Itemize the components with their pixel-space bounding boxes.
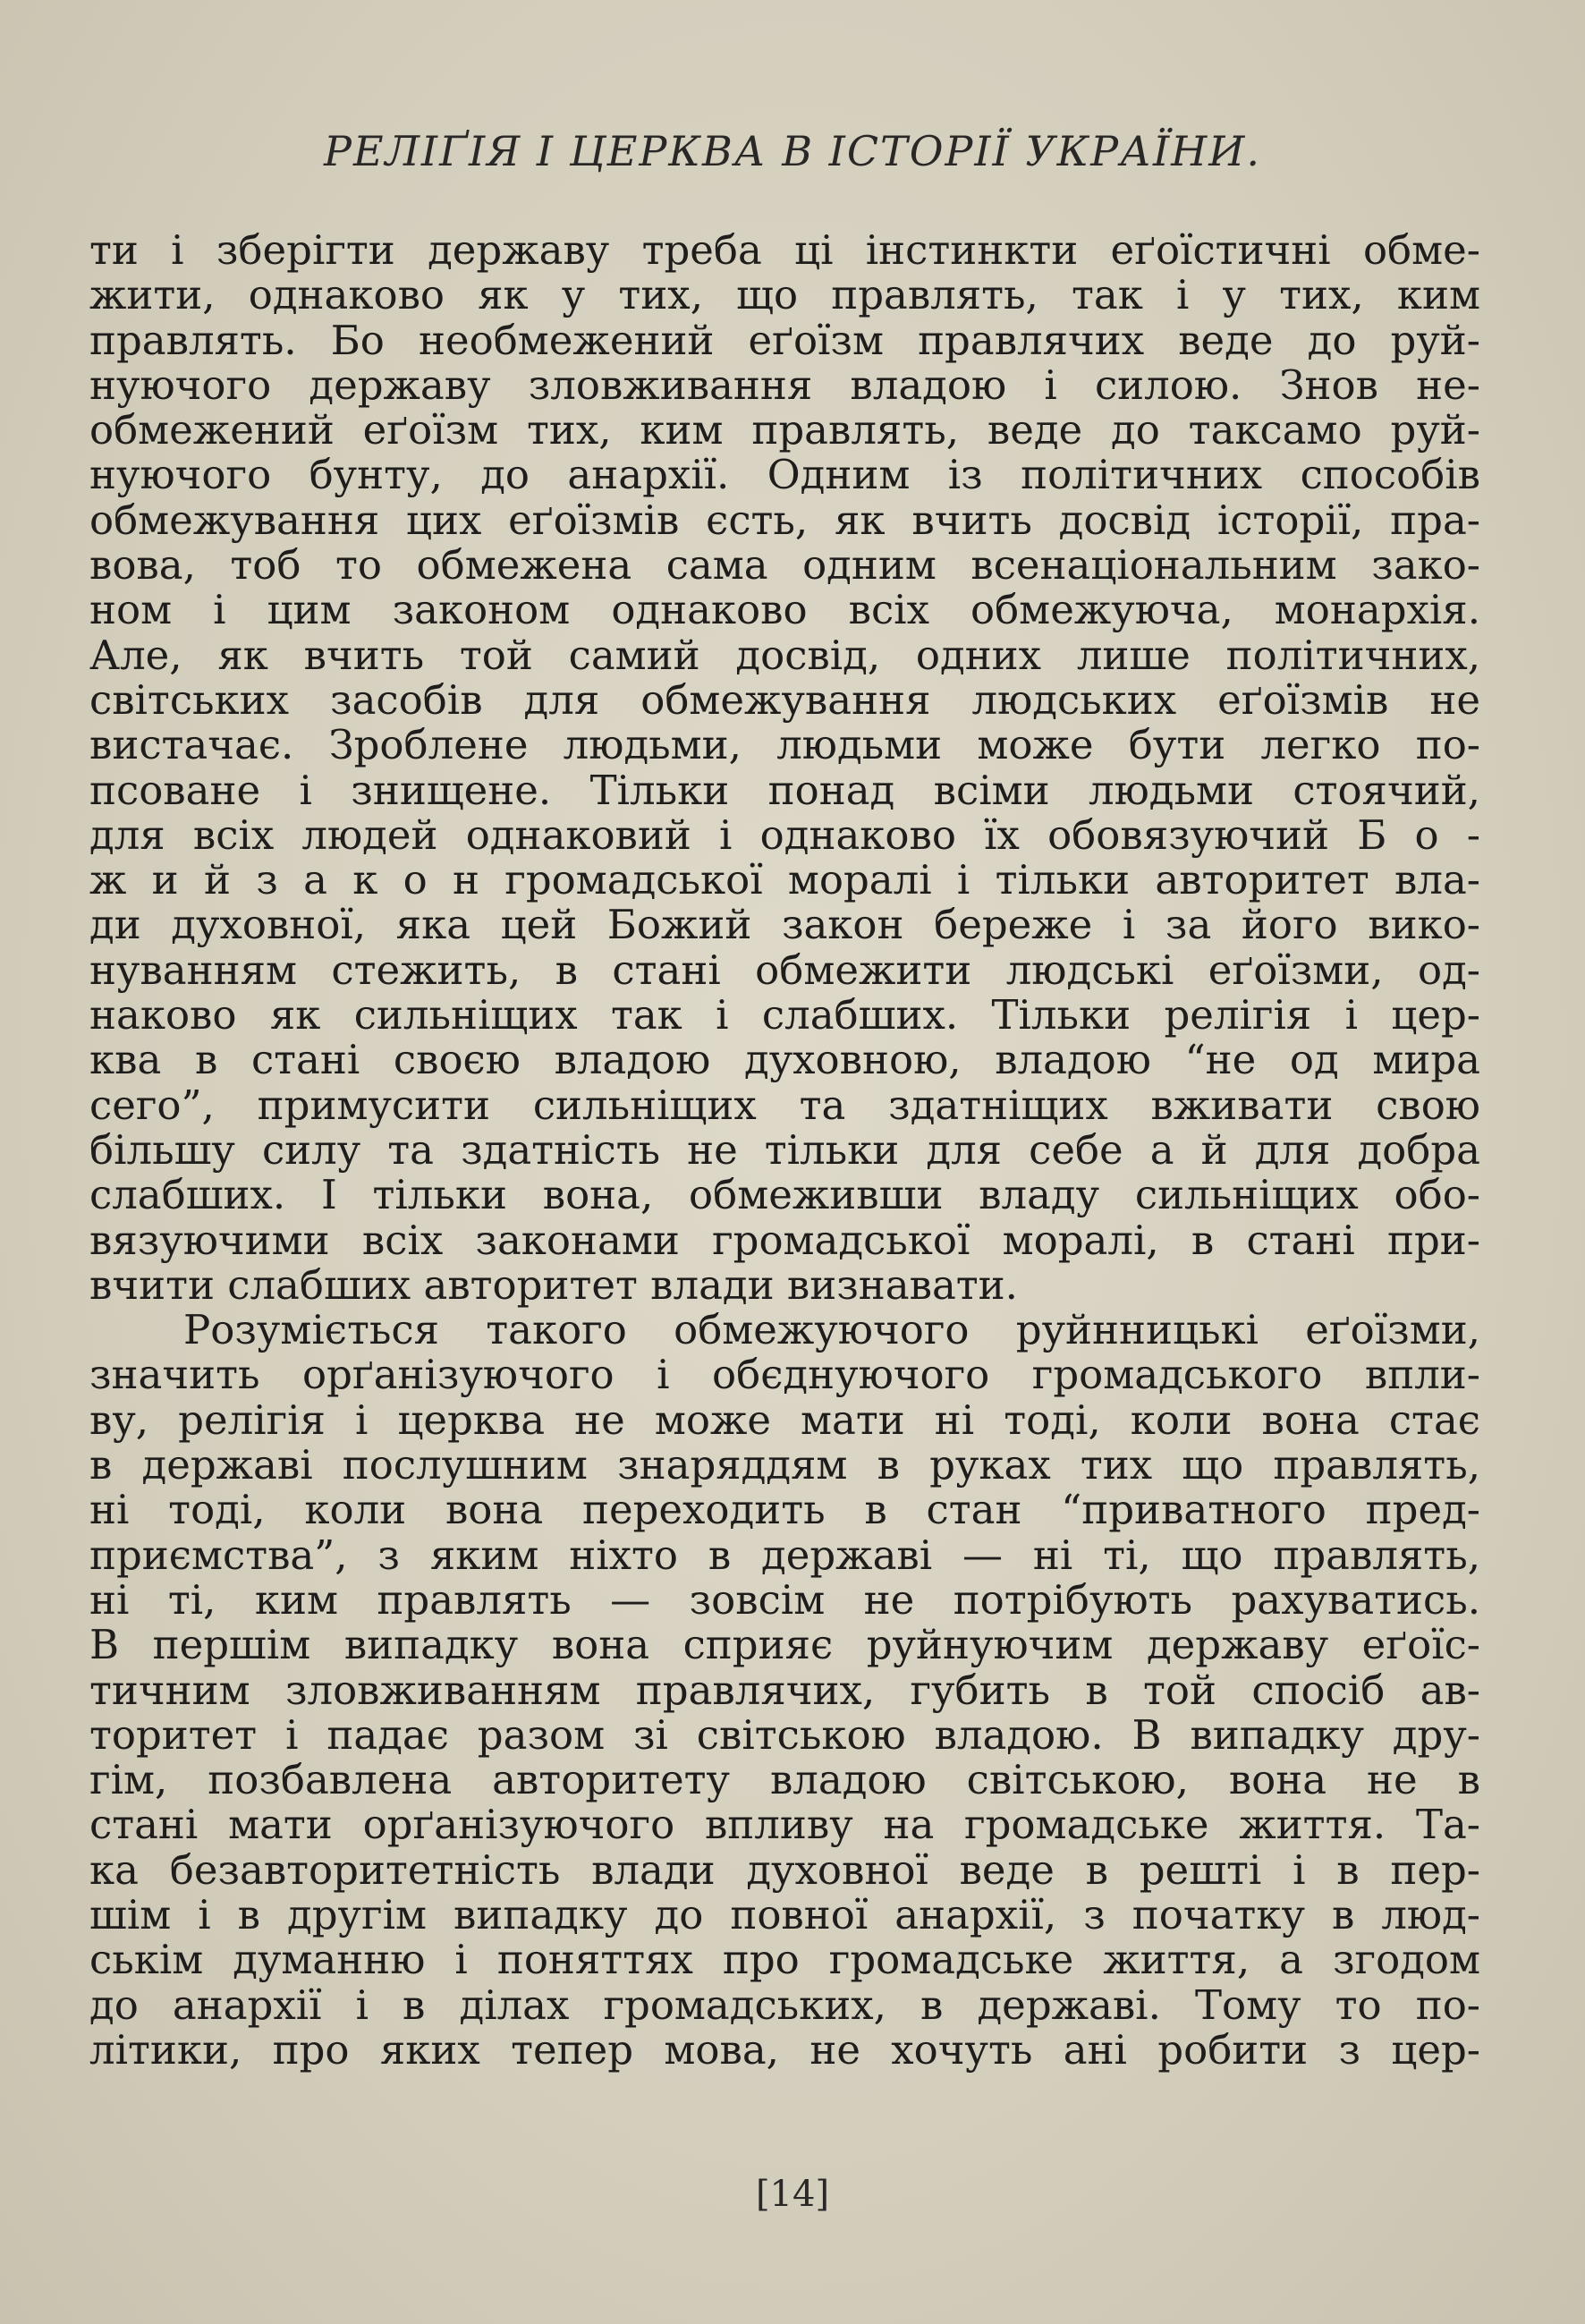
text-line: ні ті, ким правлять — зовсім не потрібують рахуватись.: [89, 1575, 1480, 1624]
paragraph-2: [89, 1308, 1480, 2073]
text-line: ву, релігія і церква не може мати ні тоді, коли вона стає: [89, 1395, 1480, 1444]
text-line: обмежування цих еґоїзмів єсть, як вчить досвід історії, пра-: [89, 496, 1480, 544]
text-line: ні тоді, коли вона переходить в стан “приватного пред-: [89, 1486, 1480, 1534]
text-line: ка безавторитетність влади духовної веде в решті і в пер-: [89, 1845, 1480, 1894]
text-line: жити, однаково як у тих, що правлять, так і у тих, ким: [89, 271, 1480, 319]
text-line: псоване і знищене. Тільки понад всіми людьми стоячий,: [89, 766, 1480, 814]
text-line: обмежений еґоїзм тих, ким правлять, веде до таксамо руй-: [89, 406, 1480, 454]
text-line: вчити слабших авторитет влади визнавати.: [89, 1260, 1018, 1309]
paragraph-1: [89, 228, 1480, 1308]
text-line: вова, тоб то обмежена сама одним всенаціональним зако-: [89, 541, 1480, 589]
text-line: нуючого державу зловживання владою і силою. Знов не-: [89, 360, 1480, 409]
text-line: Розуміється такого обмежуючого руйнницькі еґоїзми,: [183, 1306, 1480, 1354]
text-line: ква в стані своєю владою духовною, владою “не од мира: [89, 1036, 1480, 1084]
text-line: гім, позбавлена авторитету владою світською, вона не в: [89, 1756, 1480, 1804]
running-head: РЕЛІҐІЯ І ЦЕРКВА В ІСТОРІЇ УКРАЇНИ.: [324, 127, 1261, 175]
text-line: світських засобів для обмежування людських еґоїзмів не: [89, 675, 1480, 724]
text-line: наково як сильніщих так і слабших. Тільки релігія і цер-: [89, 991, 1480, 1039]
text-line: сего”, примусити сильніщих та здатніщих вживати свою: [89, 1081, 1480, 1129]
text-line: більшу силу та здатність не тільки для себе а й для добра: [89, 1125, 1480, 1174]
text-line: правлять. Бо необмежений еґоїзм правлячих веде до руй-: [89, 316, 1480, 364]
text-line: в державі послушним знаряддям в руках тих що правлять,: [89, 1441, 1480, 1489]
text-line: ськім думанню і поняттях про громадське життя, а згодом: [89, 1936, 1480, 1984]
text-line: значить орґанізуючого і обєднуючого громадського впли-: [89, 1351, 1480, 1399]
text-line: вистачає. Зроблене людьми, людьми може бути легко по-: [89, 721, 1480, 769]
text-line: Але, як вчить той самий досвід, одних лише політичних,: [89, 631, 1480, 679]
text-line: стані мати орґанізуючого впливу на громадське життя. Та-: [89, 1801, 1480, 1849]
page-number: [14]: [755, 2174, 830, 2215]
text-line: ди духовної, яка цей Божий закон береже і за його вико-: [89, 901, 1480, 949]
text-line: вязуючими всіх законами громадської моралі, в стані при-: [89, 1216, 1480, 1264]
text-line: торитет і падає разом зі світською владою. В випадку дру-: [89, 1710, 1480, 1759]
text-line: нуванням стежить, в стані обмежити людські еґоїзми, од-: [89, 946, 1480, 994]
text-line: тичним зловживанням правлячих, губить в той спосіб ав-: [89, 1666, 1480, 1714]
text-line: шім і в другім випадку до повної анархії, з початку в люд-: [89, 1890, 1480, 1938]
text-line: нуючого бунту, до анархії. Одним із політичних способів: [89, 451, 1480, 499]
text-line: В першім випадку вона сприяє руйнуючим державу еґоїс-: [89, 1621, 1480, 1669]
text-line: літики, про яких тепер мова, не хочуть ані робити з цер-: [89, 2025, 1480, 2074]
text-line: слабших. І тільки вона, обмеживши владу сильніщих обо-: [89, 1171, 1480, 1219]
text-line: ном і цим законом однаково всіх обмежуюча, монархія.: [89, 586, 1480, 634]
text-line: ти і зберігти державу треба ці інстинкти еґоїстичні обме-: [89, 226, 1480, 274]
text-line: ж и й з а к о н громадської моралі і тільки авторитет вла-: [89, 856, 1480, 904]
text-line: для всіх людей однаковий і однаково їх обовязуючий Б о -: [89, 810, 1480, 859]
text-line: приємства”, з яким ніхто в державі — ні ті, що правлять,: [89, 1531, 1480, 1579]
text-line: до анархії і в ділах громадських, в державі. Тому то по-: [89, 1980, 1480, 2029]
body-text: [89, 228, 1480, 2073]
